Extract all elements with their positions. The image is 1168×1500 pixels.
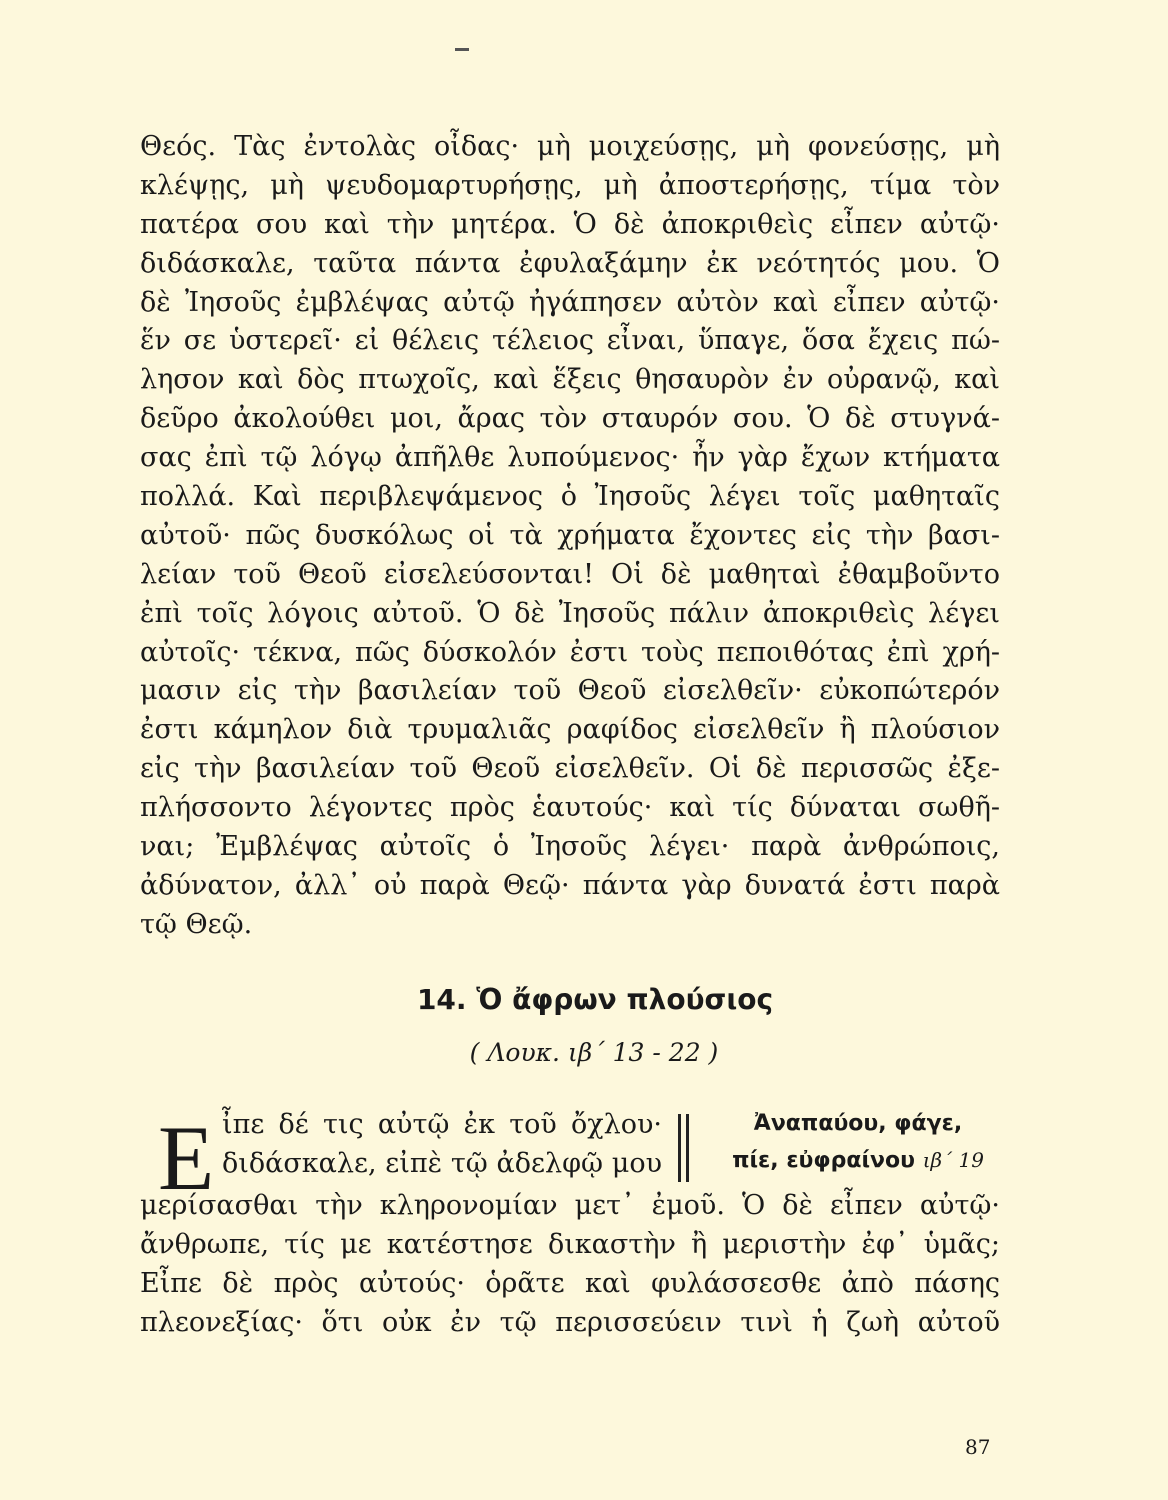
sidenote-divider — [678, 1114, 681, 1182]
page-number: 87 — [965, 1435, 991, 1459]
text-line: διδάσκαλε, ταῦτα πάντα ἐφυλαξάμην ἐκ νεότητός μου. Ὁ — [140, 247, 1000, 279]
text-line: Θεός. Τὰς ἐντολὰς οἶδας· μὴ μοιχεύσῃς, μὴ φονεύσῃς, μὴ — [140, 131, 1000, 162]
sidenote-line — [708, 1142, 1008, 1179]
sidenote-quote — [708, 1106, 1008, 1179]
text-line: ἐστι κάμηλον διὰ τρυμαλιᾶς ραφίδος εἰσελθεῖν ἢ πλούσιον — [140, 714, 1000, 746]
section-heading: 14. Ὁ ἄφρων πλούσιος — [416, 983, 774, 1016]
text-line: κλέψῃς, μὴ ψευδομαρτυρήσῃς, μὴ ἀποστερήσῃς, τίμα τὸν — [140, 169, 1000, 201]
text-line: μασιν εἰς τὴν βασιλείαν τοῦ Θεοῦ εἰσελθεῖν· εὐκοπώτερόν — [140, 675, 1000, 707]
text-line: μερίσασθαι τὴν κληρονομίαν μετ᾽ ἐμοῦ. Ὁ δὲ εἶπεν αὐτῷ· — [140, 1190, 1000, 1221]
text-line: δὲ Ἰησοῦς ἐμβλέψας αὐτῷ ἠγάπησεν αὐτὸν καὶ εἶπεν αὐτῷ· — [140, 286, 1000, 318]
sidenote-text: πίε, εὐφραίνου — [732, 1148, 916, 1173]
text-line: τῷ Θεῷ. — [140, 908, 253, 940]
text-line: δεῦρο ἀκολούθει μοι, ἄρας τὸν σταυρόν σου. Ὁ δὲ στυγνά- — [140, 403, 1000, 435]
text-line: ἶπε δέ τις αὐτῷ ἐκ τοῦ ὄχλου· — [222, 1109, 662, 1140]
text-line: ἕν σε ὑστερεῖ· εἰ θέλεις τέλειος εἶναι, ὕπαγε, ὅσα ἔχεις πώ- — [140, 325, 1000, 357]
text-line: αὐτοῖς· τέκνα, πῶς δύσκολόν ἐστι τοὺς πεποιθότας ἐπὶ χρή- — [140, 636, 1000, 668]
scripture-reference: ( Λουκ. ιβ΄ 13 - 22 ) — [469, 1038, 719, 1067]
text-line: πολλά. Καὶ περιβλεψάμενος ὁ Ἰησοῦς λέγει τοῖς μαθηταῖς — [140, 481, 1000, 513]
text-line: διδάσκαλε, εἰπὲ τῷ ἀδελφῷ μου — [222, 1147, 662, 1179]
drop-cap: Ε — [158, 1107, 215, 1209]
text-line: λείαν τοῦ Θεοῦ εἰσελεύσονται! Οἱ δὲ μαθηταὶ ἐθαμβοῦντο — [140, 558, 1000, 590]
text-line: εἰς τὴν βασιλείαν τοῦ Θεοῦ εἰσελθεῖν. Οἱ δὲ περισσῶς ἐξε- — [140, 753, 1000, 785]
passage-continued — [140, 128, 1000, 945]
text-line: αὐτοῦ· πῶς δυσκόλως οἱ τὰ χρήματα ἔχοντες εἰς τὴν βασι- — [140, 519, 1000, 551]
text-line: ἄνθρωπε, τίς με κατέστησε δικαστὴν ἢ μεριστὴν ἐφ᾽ ὑμᾶς; — [140, 1228, 1000, 1260]
sidenote-line: Ἀναπαύου, φάγε, — [753, 1111, 963, 1136]
sidenote-divider — [686, 1114, 689, 1182]
text-line: Εἶπε δὲ πρὸς αὐτούς· ὁρᾶτε καὶ φυλάσσεσθε ἀπὸ πάσης — [140, 1267, 1000, 1299]
text-line: ἐπὶ τοῖς λόγοις αὐτοῦ. Ὁ δὲ Ἰησοῦς πάλιν ἀποκριθεὶς λέγει — [140, 597, 1000, 629]
text-line: πλεονεξίας· ὅτι οὐκ ἐν τῷ περισσεύειν τινὶ ἡ ζωὴ αὐτοῦ — [140, 1306, 1000, 1338]
text-line: λησον καὶ δὸς πτωχοῖς, καὶ ἕξεις θησαυρὸν ἐν οὐρανῷ, καὶ — [140, 364, 1000, 396]
text-line: πλήσσοντο λέγοντες πρὸς ἑαυτούς· καὶ τίς δύναται σωθῆ- — [140, 792, 1000, 824]
sidenote-reference: ιβ΄ 19 — [922, 1148, 984, 1172]
text-line: πατέρα σου καὶ τὴν μητέρα. Ὁ δὲ ἀποκριθεὶς εἶπεν αὐτῷ· — [140, 208, 1000, 240]
intro-lines — [222, 1106, 662, 1184]
print-mark — [455, 48, 469, 51]
text-line: ναι; Ἐμβλέψας αὐτοῖς ὁ Ἰησοῦς λέγει· παρὰ ἀνθρώποις, — [140, 831, 1000, 863]
text-line: ἀδύνατον, ἀλλ᾽ οὐ παρὰ Θεῷ· πάντα γὰρ δυνατά ἐστι παρὰ — [140, 869, 1000, 901]
text-line: σας ἐπὶ τῷ λόγῳ ἀπῆλθε λυπούμενος· ἦν γὰρ ἔχων κτήματα — [140, 442, 1000, 474]
section-body — [140, 1187, 1000, 1343]
